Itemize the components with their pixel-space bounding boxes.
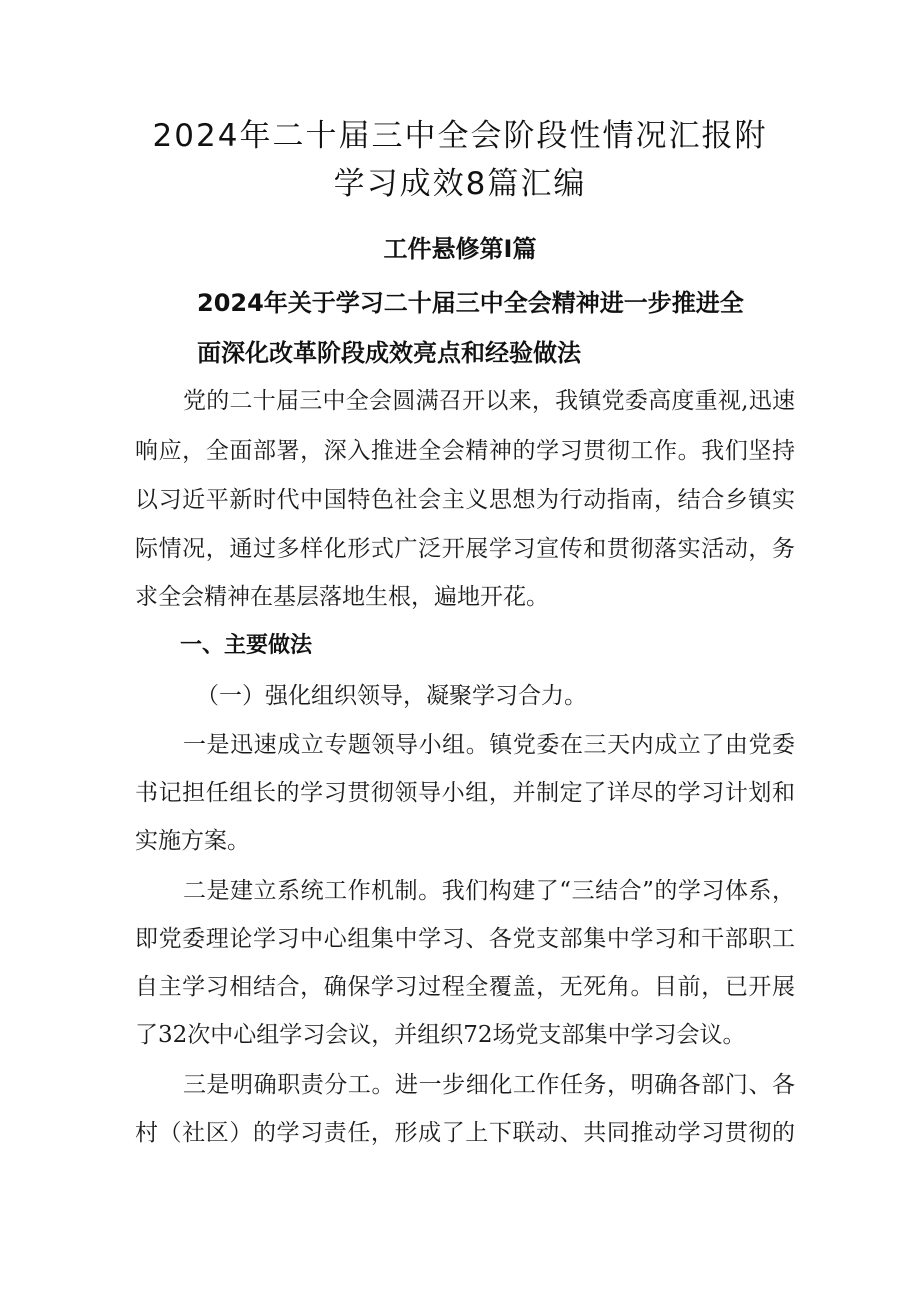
- paragraph-line: 三是明确职责分工。进一步细化工作任务，明确各部门、各: [183, 1072, 795, 1098]
- article-title-line-2: 面深化改革阶段成效亮点和经验做法: [197, 339, 581, 367]
- paragraph-line: 实施方案。: [135, 828, 250, 854]
- paragraph-line: 村（社区）的学习责任，形成了上下联动、共同推动学习贯彻的: [135, 1120, 795, 1146]
- intro-line: 际情况，通过多样化形式广泛开展学习宣传和贯彻落实活动，务: [135, 536, 795, 562]
- paragraph-line: 二是建立系统工作机制。我们构建了“三结合”的学习体系，: [183, 878, 795, 904]
- intro-line: 求全会精神在基层落地生根，遍地开花。: [135, 584, 549, 610]
- document-title-line-1: 2024年二十届三中全会阶段性情况汇报附: [152, 118, 768, 154]
- part-heading: 工件悬修第I篇: [383, 235, 537, 263]
- paragraph-line: 了32次中心组学习会议，并组织72场党支部集中学习会议。: [135, 1022, 746, 1048]
- paragraph-line: 自主学习相结合，确保学习过程全覆盖，无死角。目前，已开展: [135, 974, 795, 1000]
- intro-line: 党的二十届三中全会圆满召开以来，我镇党委高度重视,迅速: [183, 388, 795, 414]
- paragraph-line: 一是迅速成立专题领导小组。镇党委在三天内成立了由党委: [183, 732, 795, 758]
- intro-line: 响应，全面部署，深入推进全会精神的学习贯彻工作。我们坚持: [135, 438, 795, 464]
- paragraph-line: 书记担任组长的学习贯彻领导小组，并制定了详尽的学习计划和: [135, 780, 795, 806]
- intro-line: 以习近平新时代中国特色社会主义思想为行动指南，结合乡镇实: [135, 487, 795, 513]
- document-title-line-2: 学习成效8篇汇编: [333, 166, 587, 202]
- paragraph-line: 即党委理论学习中心组集中学习、各党支部集中学习和干部职工: [135, 926, 795, 952]
- subsection-heading: （一）强化组织领导，凝聚学习合力。: [196, 683, 587, 709]
- section-heading: 一、主要做法: [180, 633, 313, 658]
- article-title-line-1: 2024年关于学习二十届三中全会精神进一步推进全: [197, 289, 744, 317]
